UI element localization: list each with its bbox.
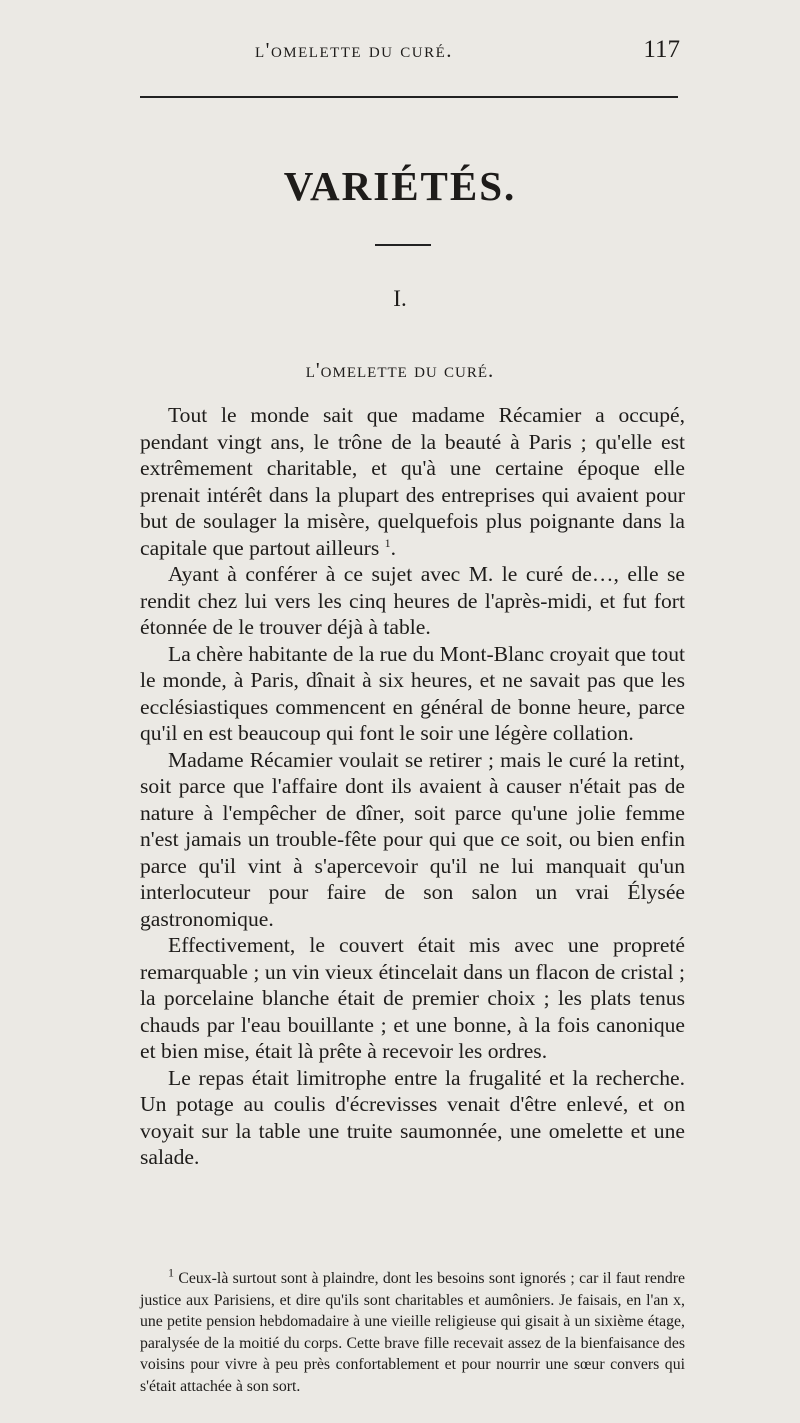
running-header bbox=[140, 38, 680, 78]
footnote bbox=[140, 1265, 685, 1397]
body-text bbox=[140, 402, 685, 1171]
footnote-marker: 1 bbox=[168, 1265, 174, 1280]
section-title: VARIÉTÉS. bbox=[283, 163, 517, 209]
paragraph: Tout le monde sait que madame Récamier a occupé, pendant vingt ans, le trône de la beauté à Paris ; qu'elle est extrêmement charitable, et qu'à une certaine époque elle prenait intérêt dans la plupart des entreprises qui avaient pour but de soulager la misère, quelquefois plus poignante dans la capitale que partout ailleurs $^1$. bbox=[140, 403, 685, 560]
section-divider bbox=[375, 244, 431, 246]
footnote-paragraph bbox=[140, 1265, 685, 1397]
paragraph: Le repas était limitrophe entre la frugalité et la recherche. Un potage au coulis d'écrevisses venait d'être enlevé, et on voyait sur la table une truite saumonnée, une omelette et une salade. bbox=[140, 1065, 685, 1169]
paragraph: Madame Récamier voulait se retirer ; mais le curé la retint, soit parce que l'affaire dont ils avaient à causer n'était pas de nature à l'empêcher de dîner, soit parce qu'une jolie femme n'est jamais un trouble-fête pour qui que ce soit, ou bien enfin parce qu'il vint à s'apercevoir qu'il ne lui manquait qu'un interlocuteur pour faire de son salon un vrai Élysée gastronomique. bbox=[140, 747, 685, 931]
footnote-text: Ceux-là surtout sont à plaindre, dont les besoins sont ignorés ; car il faut rendre justice aux Parisiens, et dire qu'ils sont charitables et aumôniers. Je faisais, en l'an x, une petite pension hebdomadaire à une vieille religieuse qui gisait à un sixième étage, paralysée de la moitié du corps. Cette brave fille recevait assez de la bienfaisance des voisins pour vivre à peu près confortablement et pour nourrir une sœur convers qui s'était attachée à son sort. bbox=[140, 1270, 685, 1395]
chapter-numeral: I. bbox=[393, 286, 407, 311]
article-title: l'omelette du curé. bbox=[305, 358, 495, 382]
paragraph: Ayant à conférer à ce sujet avec M. le curé de…, elle se rendit chez lui vers les cinq heures de l'après-midi, et fut fort étonnée de le trouver déjà à table. bbox=[140, 562, 685, 639]
paragraph-text: Tout le monde sait que madame Récamier a occupé, pendant vingt ans, le trône de la beauté à Paris ; qu'elle est extrêmement charitable, et qu'à une certaine époque elle prenait intérêt dans la plupart des entreprises qui avaient pour but de soulager la misère, quelquefois plus poignante dans la capitale que partout ailleurs bbox=[140, 403, 685, 560]
running-title: l'omelette du curé. bbox=[255, 38, 454, 62]
footnote-reference: 1 bbox=[384, 535, 391, 550]
paragraph: La chère habitante de la rue du Mont-Blanc croyait que tout le monde, à Paris, dînait à six heures, et ne savait pas que les ecclésiastiques commencent en général de bonne heure, parce qu'il en est beaucoup qui font le soir une légère collation. bbox=[140, 641, 685, 745]
page-number: 117 bbox=[643, 36, 680, 63]
header-rule bbox=[140, 96, 678, 98]
paragraph: Effectivement, le couvert était mis avec une propreté remarquable ; un vin vieux étincelait dans un flacon de cristal ; la porcelaine blanche était de premier choix ; les plats tenus chauds par l'eau bouillante ; et une bonne, à la fois canonique et bien mise, était là prête à recevoir les ordres. bbox=[140, 933, 685, 1063]
